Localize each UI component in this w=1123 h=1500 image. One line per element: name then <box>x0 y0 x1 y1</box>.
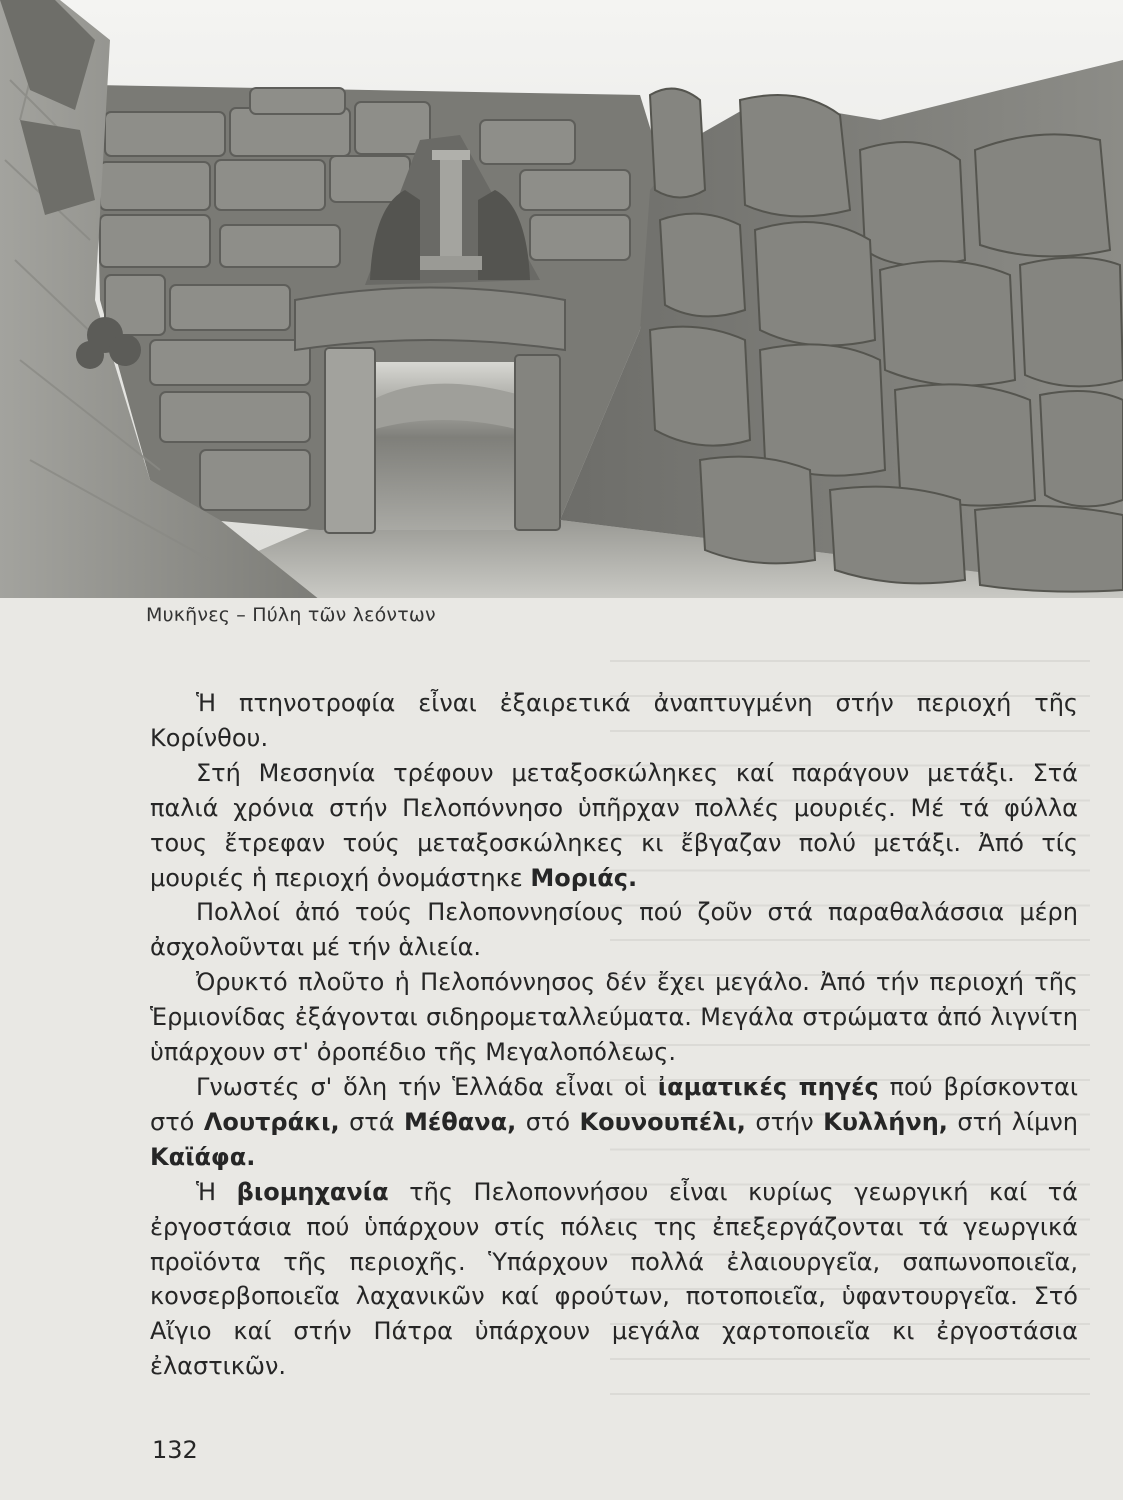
bold-term: Κυλλήνη, <box>823 1107 948 1136</box>
paragraph-springs <box>150 1070 1078 1175</box>
paragraph-text-run: τῆς Πελοποννήσου εἶναι κυρίως γεωργική καί τά ἐργοστάσια πού ὑπάρχουν στίς πόλεις της ἐπεξεργάζονται τά γεωργικά προϊόντα τῆς περιοχῆς. Ὑπάρχουν πολλά ἐλαιουργεῖα, σαπωνοποιεῖα, κονσερβοποιεῖα λαχανικῶν καί φρούτων, ποτοποιεῖα, ὑφαντουργεῖα. Στό Αἴγιο καί στήν Πάτρα ὑπάρχουν μεγάλα χαρτοποιεῖα κι ἐργοστάσια ἐλαστικῶν. <box>150 1177 1079 1381</box>
photo-caption: Μυκῆνες – Πύλη τῶν λεόντων <box>146 604 436 626</box>
paragraph-text-run: στό <box>516 1107 580 1136</box>
paragraph-text-run: πού βρίσκονται στό <box>150 1072 1078 1136</box>
paragraph-text-run: Ἡ <box>196 1177 237 1206</box>
body-text <box>150 686 1078 1384</box>
paragraph-text-run: Ὀρυκτό πλοῦτο ἡ Πελοπόννησος δέν ἔχει μεγάλο. Ἀπό τήν περιοχή τῆς Ἑρμιονίδας ἐξάγονται σιδηρομεταλλεύματα. Μεγάλα στρώματα ἀπό λιγνίτη ὑπάρχουν στ' ὀροπέδιο τῆς Μεγαλοπόλεως. <box>150 968 1078 1067</box>
paragraph-text-run: Ἡ πτηνοτροφία εἶναι ἐξαιρετικά ἀναπτυγμένη στήν περιοχή τῆς Κορίνθου. <box>150 689 1078 752</box>
paragraph-industry <box>150 1175 1078 1384</box>
lion-gate-photo <box>0 0 1123 598</box>
paragraph-text-run: στή λίμνη <box>947 1107 1078 1136</box>
paragraph-fishing <box>150 895 1078 965</box>
bold-term: βιομηχανία <box>236 1177 389 1206</box>
bold-term: ἰαματικές πηγές <box>657 1072 879 1101</box>
photo-drawing <box>0 0 1123 598</box>
paragraph-minerals <box>150 965 1078 1070</box>
bold-term: Μοριάς. <box>530 863 638 892</box>
page-number: 132 <box>152 1436 198 1464</box>
paragraph-text-run: στά <box>339 1107 405 1136</box>
bold-term: Κουνουπέλι, <box>579 1107 746 1136</box>
bold-term: Λουτράκι, <box>203 1107 340 1136</box>
paragraph-poultry <box>150 686 1078 756</box>
paragraph-text-run: Γνωστές σ' ὅλη τήν Ἑλλάδα εἶναι οἱ <box>196 1072 658 1101</box>
bold-term: Καϊάφα. <box>150 1142 256 1171</box>
bold-term: Μέθανα, <box>404 1107 517 1136</box>
paragraph-text-run: στήν <box>745 1107 824 1136</box>
paragraph-silk <box>150 756 1078 896</box>
paragraph-text-run: Πολλοί ἀπό τούς Πελοποννησίους πού ζοῦν στά παραθαλάσσια μέρη ἀσχολοῦνται μέ τήν ἁλιεία. <box>150 898 1078 962</box>
paragraph-text-run: Στή Μεσσηνία τρέφουν μεταξοσκώληκες καί παράγουν μετάξι. Στά παλιά χρόνια στήν Πελοπόννησο ὑπῆρχαν πολλές μουριές. Μέ τά φύλλα τους ἔτρεφαν τούς μεταξοσκώληκες κι ἔβγαζαν πολύ μετάξι. Ἀπό τίς μουριές ἡ περιοχή ὀνομάστηκε <box>150 758 1078 892</box>
